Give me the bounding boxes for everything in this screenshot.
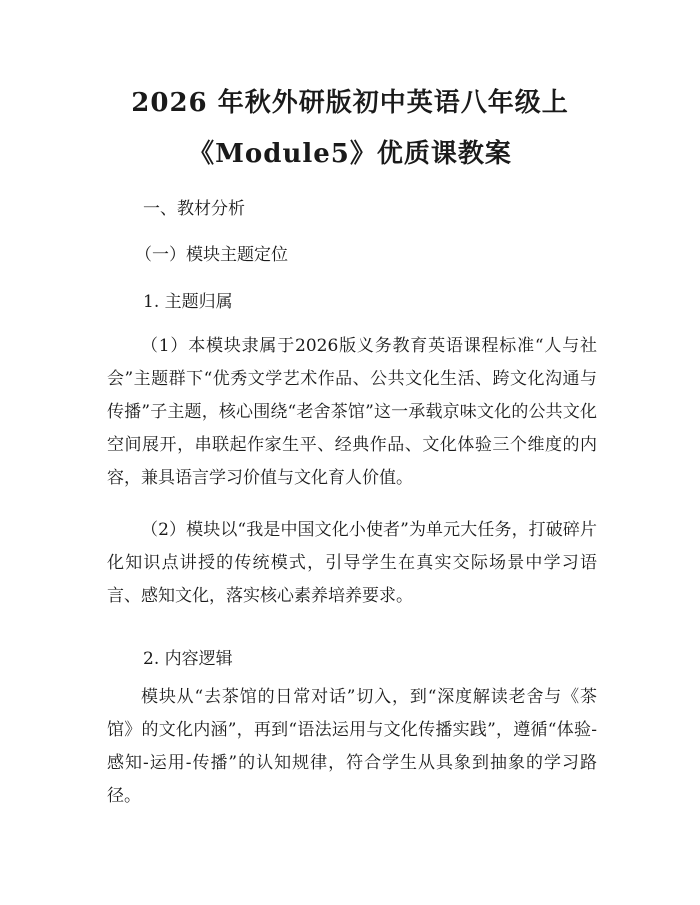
document-title-line-1: 2026 年秋外研版初中英语八年级上 (131, 88, 569, 118)
item-heading-content-logic: 2. 内容逻辑 (143, 649, 233, 669)
paragraph-theme-attribution-1: （1）本模块隶属于2026版义务教育英语课程标准“人与社会”主题群下“优秀文学艺术作品、公共文化生活、跨文化沟通与传播”子主题，核心围绕“老舍茶馆”这一承载京味文化的公共文化空间展开，串联起作家生平、经典作品、文化体验三个维度的内容，兼具语言学习价值与文化育人价值。 (107, 336, 597, 488)
paragraph-content-logic: 模块从“去茶馆的日常对话”切入，到“深度解读老舍与《茶馆》的文化内涵”，再到“语法运用与文化传播实践”，遵循“体验-感知-运用-传播”的认知规律，符合学生从具象到抽象的学习路径。 (107, 687, 597, 806)
section-heading-textbook-analysis: 一、教材分析 (143, 199, 245, 219)
paragraph-theme-attribution-2: （2）模块以“我是中国文化小使者”为单元大任务，打破碎片化知识点讲授的传统模式，引导学生在真实交际场景中学习语言、感知文化，落实核心素养培养要求。 (107, 520, 597, 606)
document-title-line-2: 《Module5》优质课教案 (188, 139, 512, 169)
subsection-heading-module-theme: （一）模块主题定位 (135, 245, 288, 265)
item-heading-theme-attribution: 1. 主题归属 (143, 292, 233, 312)
